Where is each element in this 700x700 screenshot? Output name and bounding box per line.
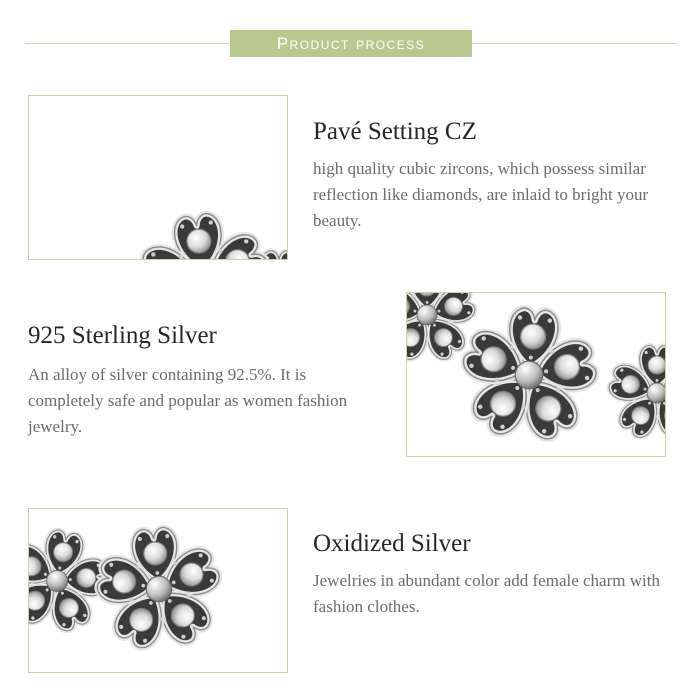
feature-image-oxidized-silver <box>28 508 288 673</box>
header-divider-right <box>472 43 677 44</box>
header-divider-left <box>25 43 230 44</box>
feature-description: Jewelries in abundant color add female charm with fashion clothes. <box>313 571 660 616</box>
feature-description: An alloy of silver containing 92.5%. It is completely safe and popular as women fashion jewelry. <box>28 365 348 436</box>
feature-image-sterling-silver <box>406 292 666 457</box>
feature-title: Pavé Setting CZ <box>313 118 477 145</box>
flower-charm-illustration <box>407 293 665 456</box>
flower-charm-illustration <box>29 509 287 672</box>
feature-title: 925 Sterling Silver <box>28 322 217 349</box>
feature-title: Oxidized Silver <box>313 530 471 557</box>
feature-description: high quality cubic zircons, which possess similar reflection like diamonds, are inlaid to bright your beauty. <box>313 159 649 230</box>
flower-charm-illustration <box>29 96 287 259</box>
section-header: Product process <box>230 30 472 57</box>
feature-image-pave-setting <box>28 95 288 260</box>
